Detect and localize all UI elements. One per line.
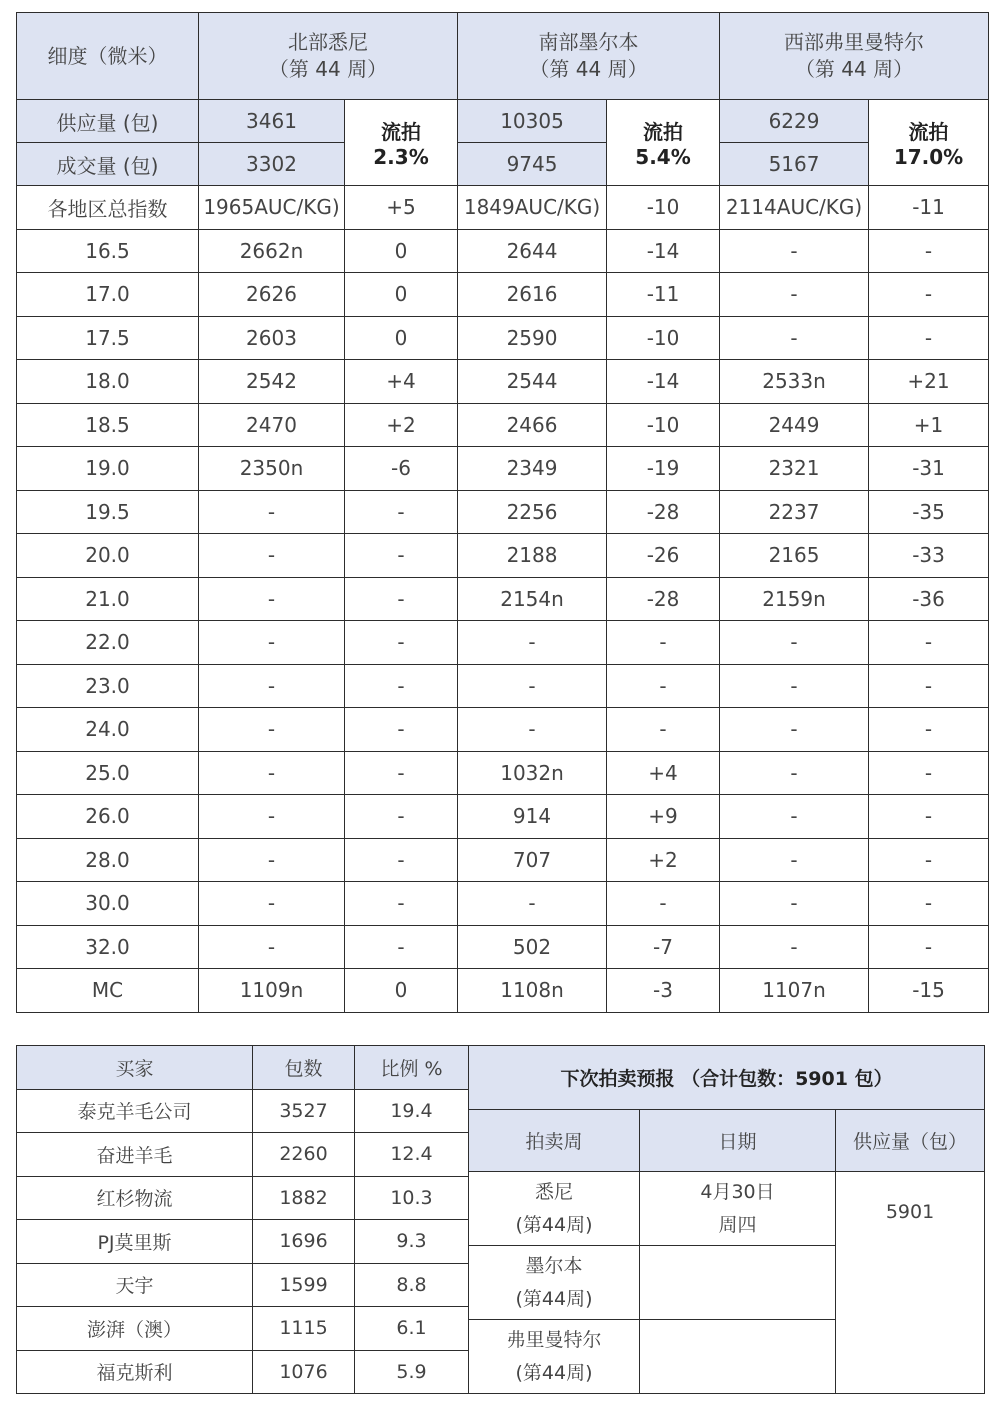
price-cell: 2644: [458, 229, 607, 273]
forecast-title: 下次拍卖预报 （合计包数：5901 包）: [469, 1046, 985, 1110]
region-week: （第 44 周）: [529, 57, 648, 81]
change-cell: -: [869, 273, 989, 317]
passed-in-rate: 17.0%: [893, 145, 964, 169]
share-column-header: 比例 %: [355, 1046, 469, 1090]
buyer-bales: 1882: [253, 1176, 355, 1220]
buyer-column-header: 买家: [17, 1046, 253, 1090]
index-change-sydney: +5: [345, 186, 458, 230]
passed-in-melbourne: [607, 100, 720, 186]
table-row: [17, 1133, 469, 1177]
change-cell: -: [607, 708, 720, 752]
table-row: [17, 621, 989, 665]
region-name: 南部墨尔本: [538, 30, 639, 54]
micron-cell: 19.0: [17, 447, 199, 491]
price-cell: 2466: [458, 403, 607, 447]
buyers-table: [16, 1045, 469, 1394]
micron-rows: [17, 229, 989, 1012]
forecast-city: 弗里曼特尔: [506, 1328, 602, 1351]
table-row: [17, 1220, 469, 1264]
region-name: 西部弗里曼特尔: [784, 30, 925, 54]
price-cell: -: [199, 490, 345, 534]
forecast-week: (第44周): [515, 1361, 593, 1384]
price-cell: -: [199, 882, 345, 926]
price-cell: 2470: [199, 403, 345, 447]
table-row: [17, 795, 989, 839]
change-cell: -6: [345, 447, 458, 491]
passed-in-sydney: [345, 100, 458, 186]
buyer-share: 12.4: [355, 1133, 469, 1177]
region-header-fremantle: [720, 13, 989, 100]
change-cell: -: [345, 621, 458, 665]
micron-cell: 30.0: [17, 882, 199, 926]
region-header-melbourne: [458, 13, 720, 100]
price-cell: 2350n: [199, 447, 345, 491]
region-week: （第 44 周）: [794, 57, 914, 81]
table-header-row: [17, 13, 989, 100]
micron-cell: 16.5: [17, 229, 199, 273]
price-cell: -: [720, 751, 869, 795]
change-cell: 0: [345, 969, 458, 1013]
change-cell: -: [869, 664, 989, 708]
forecast-city: 悉尼: [534, 1180, 573, 1203]
change-cell: -31: [869, 447, 989, 491]
change-cell: -10: [607, 403, 720, 447]
table-row: [17, 882, 989, 926]
price-cell: 2662n: [199, 229, 345, 273]
buyer-name: 红杉物流: [17, 1176, 253, 1220]
price-cell: 2533n: [720, 360, 869, 404]
forecast-date-value: 4月30日: [700, 1180, 775, 1203]
change-cell: -: [345, 795, 458, 839]
buyer-name: 泰克羊毛公司: [17, 1089, 253, 1133]
price-cell: 2626: [199, 273, 345, 317]
table-row: [17, 664, 989, 708]
forecast-date: [640, 1172, 836, 1246]
price-cell: 2154n: [458, 577, 607, 621]
index-value-melbourne: 1849AUC/KG): [458, 186, 607, 230]
price-cell: 914: [458, 795, 607, 839]
passed-in-label: 流拍: [381, 120, 421, 144]
index-value-sydney: 1965AUC/KG): [199, 186, 345, 230]
change-cell: -: [345, 838, 458, 882]
price-cell: 2542: [199, 360, 345, 404]
buyer-share: 8.8: [355, 1263, 469, 1307]
price-cell: 707: [458, 838, 607, 882]
price-cell: 2165: [720, 534, 869, 578]
forecast-date: [640, 1246, 836, 1320]
change-cell: -3: [607, 969, 720, 1013]
change-cell: +21: [869, 360, 989, 404]
price-cell: 2590: [458, 316, 607, 360]
forecast-weekday: 周四: [718, 1213, 757, 1236]
change-cell: -28: [607, 490, 720, 534]
table-row: [17, 490, 989, 534]
index-value-fremantle: 2114AUC/KG): [720, 186, 869, 230]
change-cell: -36: [869, 577, 989, 621]
price-cell: -: [720, 838, 869, 882]
supply-melbourne: 10305: [458, 100, 607, 143]
micron-cell: 23.0: [17, 664, 199, 708]
change-cell: -: [869, 838, 989, 882]
forecast-week: (第44周): [515, 1213, 593, 1236]
supply-fremantle: 6229: [720, 100, 869, 143]
price-cell: -: [720, 925, 869, 969]
change-cell: -: [869, 751, 989, 795]
price-cell: -: [458, 621, 607, 665]
passed-in-rate: 5.4%: [635, 145, 691, 169]
passed-in-fremantle: [869, 100, 989, 186]
price-cell: 1109n: [199, 969, 345, 1013]
table-row: [17, 708, 989, 752]
table-row: [17, 1307, 469, 1351]
micron-cell: 26.0: [17, 795, 199, 839]
table-row: [17, 403, 989, 447]
supply-label: 供应量 (包): [17, 100, 199, 143]
buyer-share: 5.9: [355, 1350, 469, 1394]
volume-sydney: 3302: [199, 143, 345, 186]
change-cell: -: [607, 664, 720, 708]
auction-week-header: 拍卖周: [469, 1110, 640, 1172]
table-row: [17, 316, 989, 360]
change-cell: +4: [345, 360, 458, 404]
change-cell: +1: [869, 403, 989, 447]
forecast-row: [469, 1172, 985, 1246]
price-cell: -: [199, 795, 345, 839]
change-cell: -: [869, 316, 989, 360]
micron-cell: 18.5: [17, 403, 199, 447]
change-cell: -14: [607, 229, 720, 273]
price-cell: -: [199, 751, 345, 795]
price-cell: -: [720, 708, 869, 752]
price-cell: -: [199, 708, 345, 752]
price-cell: 2321: [720, 447, 869, 491]
price-cell: -: [720, 229, 869, 273]
passed-in-rate: 2.3%: [373, 145, 429, 169]
micron-cell: 17.5: [17, 316, 199, 360]
price-cell: -: [458, 708, 607, 752]
price-cell: -: [720, 273, 869, 317]
price-cell: 2256: [458, 490, 607, 534]
price-cell: 1108n: [458, 969, 607, 1013]
change-cell: -: [869, 925, 989, 969]
forecast-week: (第44周): [515, 1287, 593, 1310]
buyer-share: 9.3: [355, 1220, 469, 1264]
price-cell: -: [720, 621, 869, 665]
price-cell: 2544: [458, 360, 607, 404]
change-cell: +9: [607, 795, 720, 839]
change-cell: -: [345, 882, 458, 926]
buyer-bales: 1696: [253, 1220, 355, 1264]
passed-in-label: 流拍: [643, 120, 684, 144]
region-week: （第 44 周）: [268, 57, 388, 81]
price-cell: -: [720, 316, 869, 360]
change-cell: -: [345, 664, 458, 708]
volume-fremantle: 5167: [720, 143, 869, 186]
change-cell: -: [869, 882, 989, 926]
volume-melbourne: 9745: [458, 143, 607, 186]
table-row: [17, 1350, 469, 1394]
buyer-share: 19.4: [355, 1089, 469, 1133]
micron-cell: 28.0: [17, 838, 199, 882]
change-cell: -14: [607, 360, 720, 404]
change-cell: -: [869, 621, 989, 665]
change-cell: -19: [607, 447, 720, 491]
table-row: [17, 360, 989, 404]
change-cell: -10: [607, 316, 720, 360]
change-cell: -11: [607, 273, 720, 317]
change-cell: 0: [345, 316, 458, 360]
change-cell: -: [869, 795, 989, 839]
micron-cell: 19.5: [17, 490, 199, 534]
price-cell: -: [199, 838, 345, 882]
price-cell: 2603: [199, 316, 345, 360]
buyer-share: 6.1: [355, 1307, 469, 1351]
price-cell: 2616: [458, 273, 607, 317]
price-cell: 2159n: [720, 577, 869, 621]
change-cell: -: [345, 925, 458, 969]
supply-row: [17, 100, 989, 143]
forecast-auction-week: [469, 1320, 640, 1394]
region-header-sydney: [199, 13, 458, 100]
price-cell: -: [199, 534, 345, 578]
buyer-name: 澎湃（澳）: [17, 1307, 253, 1351]
price-cell: 1032n: [458, 751, 607, 795]
volume-row: [17, 143, 989, 186]
price-cell: 2349: [458, 447, 607, 491]
micron-cell: 17.0: [17, 273, 199, 317]
change-cell: -15: [869, 969, 989, 1013]
passed-in-label: 流拍: [908, 120, 949, 144]
table-row: [17, 1089, 469, 1133]
index-change-melbourne: -10: [607, 186, 720, 230]
micron-cell: 18.0: [17, 360, 199, 404]
table-row: [17, 534, 989, 578]
change-cell: -: [607, 621, 720, 665]
price-cell: -: [199, 621, 345, 665]
table-row: [17, 273, 989, 317]
micron-column-header: 细度（微米）: [17, 13, 199, 100]
change-cell: -: [345, 534, 458, 578]
buyer-rows: [17, 1089, 469, 1394]
buyer-bales: 3527: [253, 1089, 355, 1133]
change-cell: 0: [345, 273, 458, 317]
change-cell: -: [869, 708, 989, 752]
index-label: 各地区总指数: [17, 186, 199, 230]
table-row: [17, 925, 989, 969]
change-cell: -: [607, 882, 720, 926]
forecast-auction-week: [469, 1246, 640, 1320]
wool-price-table: [16, 12, 989, 1013]
table-row: [17, 229, 989, 273]
micron-cell: 25.0: [17, 751, 199, 795]
index-change-fremantle: -11: [869, 186, 989, 230]
buyer-name: 天宇: [17, 1263, 253, 1307]
table-row: [17, 969, 989, 1013]
change-cell: -: [345, 708, 458, 752]
change-cell: -35: [869, 490, 989, 534]
change-cell: -26: [607, 534, 720, 578]
region-name: 北部悉尼: [288, 30, 368, 54]
price-cell: -: [199, 925, 345, 969]
price-cell: -: [458, 664, 607, 708]
change-cell: +4: [607, 751, 720, 795]
micron-cell: 21.0: [17, 577, 199, 621]
price-cell: -: [458, 882, 607, 926]
forecast-supply: 5901: [836, 1172, 985, 1394]
change-cell: -: [345, 577, 458, 621]
bales-column-header: 包数: [253, 1046, 355, 1090]
forecast-title-row: [469, 1046, 985, 1110]
price-cell: -: [199, 664, 345, 708]
buyer-bales: 2260: [253, 1133, 355, 1177]
price-cell: 502: [458, 925, 607, 969]
table-row: [17, 751, 989, 795]
price-cell: -: [720, 795, 869, 839]
supply-sydney: 3461: [199, 100, 345, 143]
buyer-share: 10.3: [355, 1176, 469, 1220]
forecast-city: 墨尔本: [525, 1254, 583, 1277]
micron-cell: 20.0: [17, 534, 199, 578]
table-row: [17, 577, 989, 621]
price-cell: 2237: [720, 490, 869, 534]
buyer-name: 奋进羊毛: [17, 1133, 253, 1177]
date-header: 日期: [640, 1110, 836, 1172]
change-cell: 0: [345, 229, 458, 273]
price-cell: 1107n: [720, 969, 869, 1013]
change-cell: +2: [607, 838, 720, 882]
table-row: [17, 1263, 469, 1307]
price-cell: -: [199, 577, 345, 621]
price-cell: -: [720, 664, 869, 708]
forecast-date: [640, 1320, 836, 1394]
forecast-auction-week: [469, 1172, 640, 1246]
micron-cell: 22.0: [17, 621, 199, 665]
price-cell: 2449: [720, 403, 869, 447]
supply-header: 供应量（包）: [836, 1110, 985, 1172]
change-cell: -28: [607, 577, 720, 621]
volume-label: 成交量 (包): [17, 143, 199, 186]
buyer-bales: 1115: [253, 1307, 355, 1351]
auction-forecast-table: [468, 1045, 985, 1394]
change-cell: -: [345, 490, 458, 534]
buyers-header-row: [17, 1046, 469, 1090]
table-row: [17, 447, 989, 491]
micron-cell: 32.0: [17, 925, 199, 969]
price-cell: -: [720, 882, 869, 926]
index-row: [17, 186, 989, 230]
change-cell: -: [345, 751, 458, 795]
change-cell: -7: [607, 925, 720, 969]
micron-cell: 24.0: [17, 708, 199, 752]
table-row: [17, 838, 989, 882]
buyer-bales: 1599: [253, 1263, 355, 1307]
buyer-bales: 1076: [253, 1350, 355, 1394]
change-cell: -33: [869, 534, 989, 578]
buyer-name: PJ莫里斯: [17, 1220, 253, 1264]
buyer-name: 福克斯利: [17, 1350, 253, 1394]
table-row: [17, 1176, 469, 1220]
price-cell: 2188: [458, 534, 607, 578]
change-cell: -: [869, 229, 989, 273]
micron-cell: MC: [17, 969, 199, 1013]
change-cell: +2: [345, 403, 458, 447]
forecast-header-row: [469, 1110, 985, 1172]
